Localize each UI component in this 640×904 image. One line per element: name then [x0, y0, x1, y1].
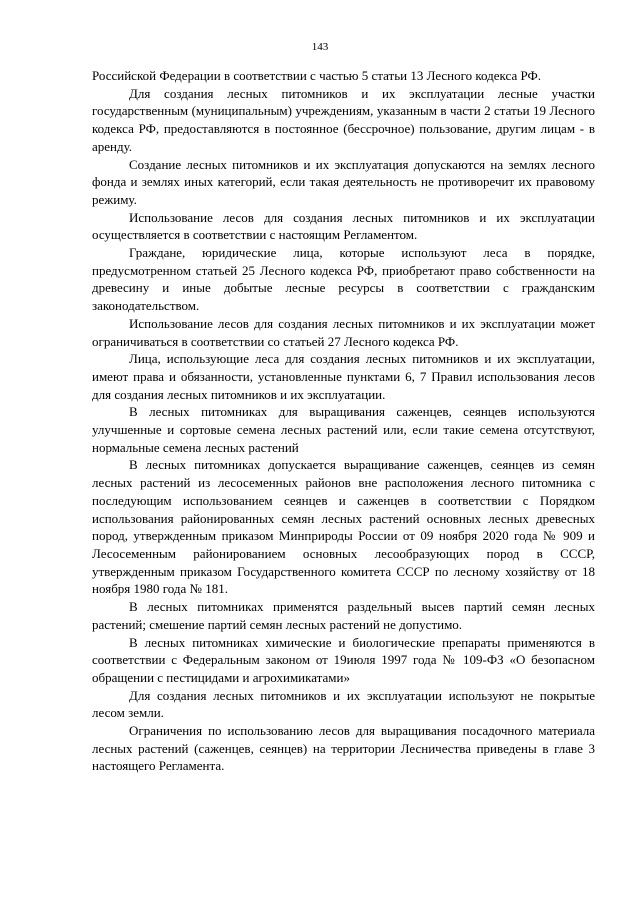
paragraph: Для создания лесных питомников и их эксплуатации используют не покрытые лесом земли.	[92, 687, 595, 721]
paragraph: В лесных питомниках применятся раздельный высев партий семян лесных растений; смешение партий семян лесных растений не допустимо.	[92, 599, 595, 632]
paragraph: Использование лесов для создания лесных питомников и их эксплуатации может ограничиваться в соответствии со статьей 27 Лесного кодекса РФ.	[92, 315, 595, 349]
paragraph: Граждане, юридические лица, которые используют леса в порядке, предусмотренном статьей 25 Лесного кодекса РФ, приобретают право собственности на древесину и иные добытые лесные ресурсы в соответствии с гражданским законодательством.	[92, 245, 595, 314]
paragraph: Российской Федерации в соответствии с частью 5 статьи 13 Лесного кодекса РФ.	[92, 68, 542, 83]
paragraph: В лесных питомниках химические и биологические препараты применяются в соответствии с Федеральным законом от 19июля 1997 года № 109-ФЗ «О безопасном обращении с пестицидами и агрохимикатами»	[92, 634, 595, 685]
paragraph: Для создания лесных питомников и их эксплуатации лесные участки государственным (муниципальным) учреждениям, указанным в части 2 статьи 19 Лесного кодекса РФ, предоставляются в постоянное (бессрочное) пользование, другим лицам - в аренду.	[92, 85, 595, 154]
paragraph: Лица, использующие леса для создания лесных питомников и их эксплуатации, имеют права и обязанности, установленные пунктами 6, 7 Правил использования лесов для создания лесных питомников и их эксплуатации.	[92, 351, 595, 402]
paragraph: В лесных питомниках для выращивания саженцев, сеянцев используются улучшенные и сортовые семена лесных растений или, если такие семена отсутствуют, нормальные семена лесных растений	[92, 404, 595, 455]
document-body	[92, 67, 595, 775]
paragraph: Использование лесов для создания лесных питомников и их эксплуатации осуществляется в соответствии с настоящим Регламентом.	[92, 209, 595, 243]
paragraph: Ограничения по использованию лесов для выращивания посадочного материала лесных растений (саженцев, сеянцев) на территории Лесничества приведены в главе 3 настоящего Регламента.	[92, 723, 595, 774]
paragraph: Создание лесных питомников и их эксплуатация допускаются на землях лесного фонда и землях иных категорий, если такая деятельность не противоречит их правовому режиму.	[92, 156, 595, 207]
page-number: 143	[311, 41, 329, 53]
paragraph: В лесных питомниках допускается выращивание саженцев, сеянцев из семян лесных растений из лесосеменных районов вне расположения лесного питомника с последующим использованием сеянцев и саженцев в соответствии с Порядком использования районированных семян лесных растений основных лесных древесных пород, утвержденным приказом Минприроды России от 09 ноября 2020 года № 909 и Лесосеменным районированием основных лесообразующих пород в СССР, утвержденным приказом Государственного комитета СССР по лесному хозяйству от 18 ноября 1980 года № 181.	[92, 457, 595, 597]
